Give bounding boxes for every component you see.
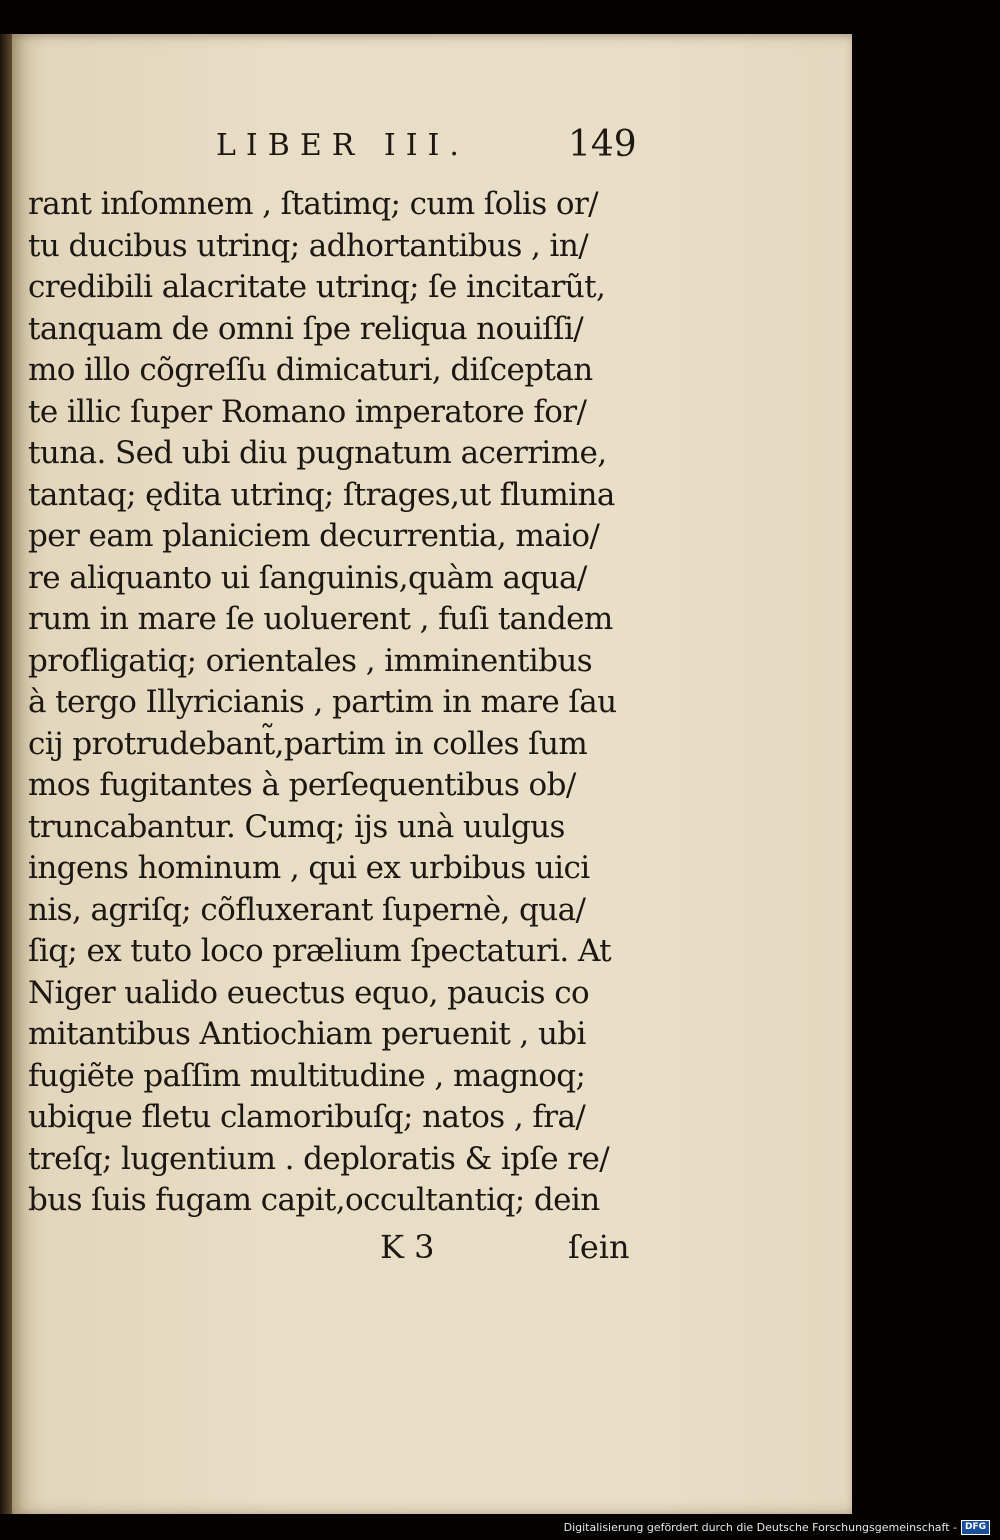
text-line: tu ducibus utrinq; adhortantibus , in/	[28, 227, 589, 264]
text-line: ſiq; ex tuto loco prælium ſpectaturi. At	[28, 933, 612, 969]
text-line: credibili alacritate utrinq; ſe incitarũt,	[28, 269, 606, 305]
text-line: mitantibus Antiochiam peruenit , ubi	[28, 1016, 586, 1052]
text-line: rum in mare ſe uoluerent , fuſi tandem	[28, 601, 613, 637]
text-line: per eam planiciem decurrentia, maio/	[28, 518, 600, 554]
running-head-title: LIBER III.	[216, 128, 469, 163]
text-line: tantaq; ędita utrinq; ſtrages,ut flumina	[28, 476, 615, 513]
text-line: treſq; lugentium . deploratis & ipſe re/	[28, 1140, 610, 1177]
text-line: ingens hominum , qui ex urbibus uici	[28, 850, 590, 886]
text-line: truncabantur. Cumq; ijs unà uulgus	[28, 808, 565, 845]
text-line: rant inſomnem , ſtatimq; cum ſolis or/	[28, 186, 599, 222]
text-line: fugiẽte paſſim multitudine , magnoq;	[28, 1057, 586, 1094]
text-line: ubique fletu clamoribuſq; natos , fra/	[28, 1099, 586, 1135]
text-line: à tergo Illyricianis , partim in mare ſau	[28, 684, 617, 720]
page-number: 149	[568, 124, 637, 165]
text-line: cij protrudebant̃,partim in colles ſum	[28, 725, 588, 762]
text-line: mos fugitantes à perſequentibus ob/	[28, 767, 576, 803]
text-line: mo illo cõgreſſu dimicaturi, diſceptan	[28, 352, 593, 388]
body-text	[28, 184, 648, 1222]
text-line: tanquam de omni ſpe reliqua nouiſſi/	[28, 310, 584, 347]
text-line: nis, agriſq; cõfluxerant ſupernè, qua/	[28, 891, 586, 928]
dfg-logo-icon: DFG	[961, 1520, 990, 1535]
text-line: Niger ualido euectus equo, paucis co	[28, 974, 590, 1011]
catchline	[0, 1228, 1000, 1272]
text-line: profligatiq; orientales , imminentibus	[28, 642, 593, 679]
text-line: te illic ſuper Romano imperatore for/	[28, 393, 587, 430]
signature-mark: K 3	[380, 1228, 435, 1266]
running-head	[0, 124, 1000, 176]
text-line: tuna. Sed ubi diu pugnatum acerrime,	[28, 435, 607, 471]
catchword: ſein	[568, 1228, 630, 1266]
text-line: re aliquanto ui ſanguinis,quàm aqua/	[28, 559, 587, 596]
text-line: bus ſuis fugam capit,occultantiq; dein	[28, 1182, 600, 1218]
digitization-footer	[564, 1518, 990, 1536]
footer-credit: Digitalisierung gefördert durch die Deutsche Forschungsgemeinschaft -	[563, 1520, 957, 1534]
